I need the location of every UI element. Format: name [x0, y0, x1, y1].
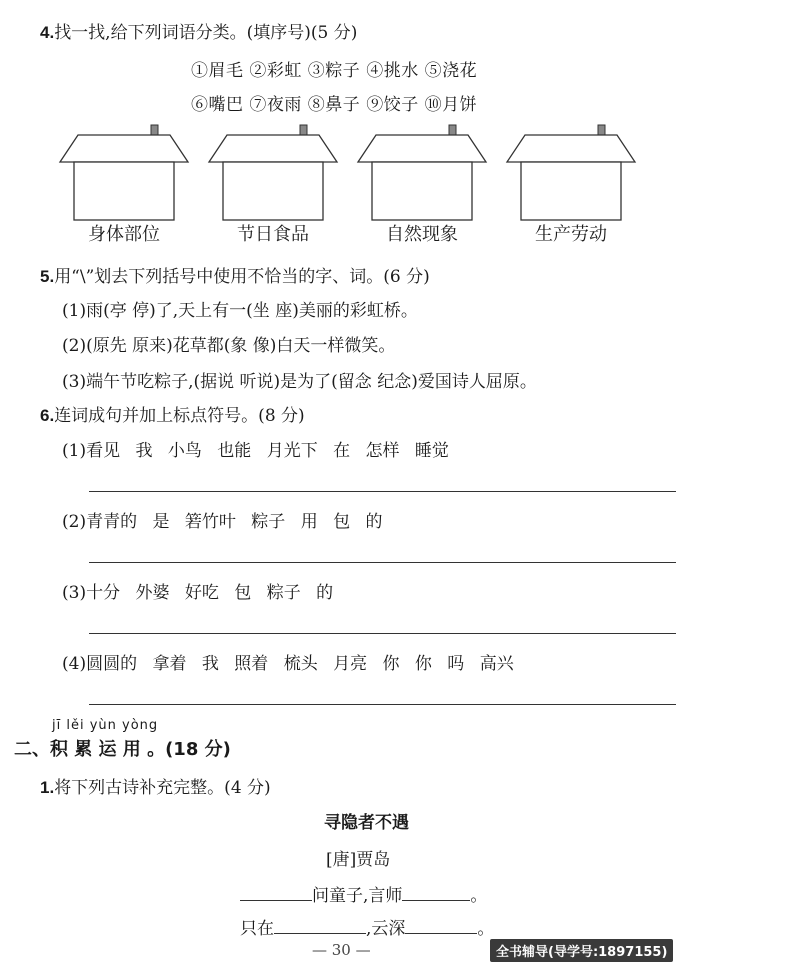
q5-title	[40, 262, 430, 287]
q1-title-text: 将下列古诗补充完整。(4 分)	[54, 778, 271, 798]
q5-item-1: (1)雨(亭 停)了,天上有一(坐 座)美丽的彩虹桥。	[62, 301, 418, 321]
poem-line-1	[240, 881, 487, 906]
poem-line-2-mid: ,云深	[366, 919, 406, 939]
q4-word-row-1: ①眉毛 ②彩虹 ③粽子 ④挑水 ⑤浇花	[191, 61, 478, 81]
q6-title-text: 连词成句并加上标点符号。(8 分)	[54, 406, 305, 426]
house-label-3: 自然现象	[386, 224, 458, 245]
q5-item-2: (2)(原先 原来)花草都(象 像)白天一样微笑。	[62, 336, 396, 356]
q5-title-text: 用“\”划去下列括号中使用不恰当的字、词。(6 分)	[54, 267, 430, 287]
q5-number: 5.	[40, 267, 55, 286]
q6-item-2: (2)青青的 是 箬竹叶 粽子 用 包 的	[62, 512, 383, 532]
q6-title	[40, 401, 305, 426]
q4-number: 4.	[40, 23, 55, 42]
poem-title: 寻隐者不遇	[324, 813, 409, 833]
q6-item-3: (3)十分 外婆 好吃 包 粽子 的	[62, 583, 334, 603]
poem-author: [唐]贾岛	[326, 850, 391, 870]
q6-answer-line-2[interactable]	[89, 562, 676, 563]
q5-item-3: (3)端午节吃粽子,(据说 听说)是为了(留念 纪念)爱国诗人屈原。	[62, 372, 537, 392]
house-label-4: 生产劳动	[535, 224, 607, 245]
q4-word-row-2: ⑥嘴巴 ⑦夜雨 ⑧鼻子 ⑨饺子 ⑩月饼	[191, 95, 478, 115]
poem-line-1-text: 问童子,言师	[312, 886, 403, 906]
q6-item-1: (1)看见 我 小鸟 也能 月光下 在 怎样 睡觉	[62, 441, 449, 461]
poem-blank-4[interactable]	[405, 917, 477, 934]
poem-blank-2[interactable]	[402, 884, 470, 901]
q1-number: 1.	[40, 778, 55, 797]
q1-title	[40, 773, 271, 798]
q6-number: 6.	[40, 406, 55, 425]
house-label-2: 节日食品	[237, 224, 309, 245]
page-number: — 30 —	[312, 941, 371, 959]
q4-title	[40, 18, 357, 43]
q6-answer-line-4[interactable]	[89, 704, 676, 705]
q6-answer-line-1[interactable]	[89, 491, 676, 492]
q6-item-4: (4)圆圆的 拿着 我 照着 梳头 月亮 你 你 吗 高兴	[62, 654, 514, 674]
section2-title: 二、积 累 运 用 。(18 分)	[14, 739, 231, 760]
q4-title-text: 找一找,给下列词语分类。(填序号)(5 分)	[54, 23, 358, 43]
section2-pinyin: jī lěi yùn yòng	[52, 718, 159, 733]
house-box-4	[505, 122, 637, 222]
house-label-1: 身体部位	[88, 224, 160, 245]
poem-line-1-period: 。	[470, 886, 488, 906]
poem-blank-3[interactable]	[274, 917, 366, 934]
poem-line-2-start: 只在	[240, 919, 274, 939]
poem-line-2-period: 。	[477, 919, 495, 939]
poem-line-2	[240, 914, 494, 939]
poem-blank-1[interactable]	[240, 884, 312, 901]
q6-answer-line-3[interactable]	[89, 633, 676, 634]
house-box-1	[58, 122, 190, 222]
house-box-3	[356, 122, 488, 222]
footer-badge: 全书辅导(导学号:1897155)	[490, 939, 673, 962]
house-box-2	[207, 122, 339, 222]
